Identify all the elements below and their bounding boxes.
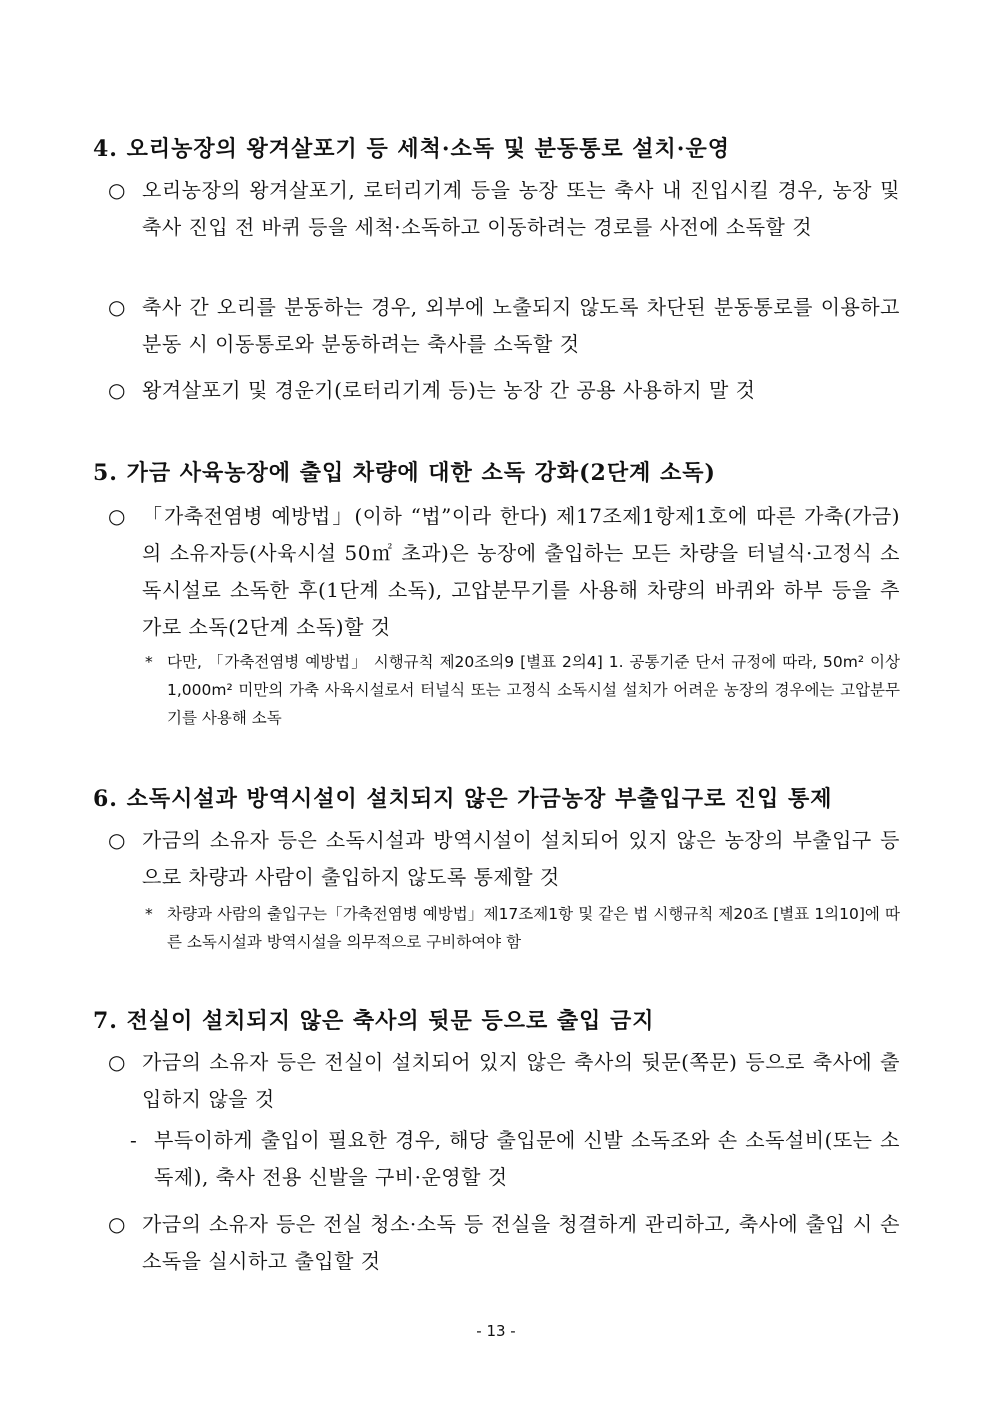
dash-bullet-icon: - — [130, 1128, 138, 1152]
circle-bullet-icon: ○ — [108, 504, 126, 528]
circle-bullet-icon: ○ — [108, 178, 126, 202]
item-text: 가금의 소유자 등은 전실이 설치되어 있지 않은 축사의 뒷문(쪽문) 등으로 축사에 출입하지 않을 것 — [142, 1050, 900, 1111]
list-item — [108, 289, 900, 363]
section-6-heading: 6. 소독시설과 방역시설이 설치되지 않은 가금농장 부출입구로 진입 통제 — [93, 786, 833, 812]
asterisk-bullet-icon: * — [145, 653, 153, 671]
sub-list-item — [130, 1122, 900, 1196]
circle-bullet-icon: ○ — [108, 378, 126, 402]
list-item — [108, 498, 900, 646]
circle-bullet-icon: ○ — [108, 828, 126, 852]
list-item — [108, 1044, 900, 1118]
circle-bullet-icon: ○ — [108, 295, 126, 319]
list-item — [108, 372, 900, 409]
footnote — [145, 648, 900, 732]
item-text: 왕겨살포기 및 경운기(로터리기계 등)는 농장 간 공용 사용하지 말 것 — [142, 378, 756, 402]
section-4-heading: 4. 오리농장의 왕겨살포기 등 세척·소독 및 분동통로 설치·운영 — [93, 136, 730, 162]
circle-bullet-icon: ○ — [108, 1212, 126, 1236]
list-item — [108, 822, 900, 896]
item-text: 축사 간 오리를 분동하는 경우, 외부에 노출되지 않도록 차단된 분동통로를 이용하고 분동 시 이동통로와 분동하려는 축사를 소독할 것 — [142, 295, 900, 356]
item-text: 오리농장의 왕겨살포기, 로터리기계 등을 농장 또는 축사 내 진입시킬 경우, 농장 및 축사 진입 전 바퀴 등을 세척·소독하고 이동하려는 경로를 사전에 소독할 것 — [142, 178, 900, 239]
item-text: 가금의 소유자 등은 소독시설과 방역시설이 설치되어 있지 않은 농장의 부출입구 등으로 차량과 사람이 출입하지 않도록 통제할 것 — [142, 828, 900, 889]
list-item — [108, 1206, 900, 1280]
footnote-text: 다만, 「가축전염병 예방법」 시행규칙 제20조의9 [별표 2의4] 1. 공통기준 단서 규정에 따라, 50m² 이상 1,000m² 미만의 가축 사육시설로서 터널식 또는 고정식 소독시설 설치가 어려운 농장의 경우에는 고압분무기를 사용해 소독 — [167, 653, 900, 727]
circle-bullet-icon: ○ — [108, 1050, 126, 1074]
section-5-heading: 5. 가금 사육농장에 출입 차량에 대한 소독 강화(2단계 소독) — [93, 460, 716, 486]
item-text: 부득이하게 출입이 필요한 경우, 해당 출입문에 신발 소독조와 손 소독설비(또는 소독제), 축사 전용 신발을 구비·운영할 것 — [154, 1128, 900, 1189]
asterisk-bullet-icon: * — [145, 905, 153, 923]
footnote — [145, 900, 900, 956]
footnote-text: 차량과 사람의 출입구는「가축전염병 예방법」제17조제1항 및 같은 법 시행규칙 제20조 [별표 1의10]에 따른 소독시설과 방역시설을 의무적으로 구비하여야 함 — [167, 905, 900, 951]
section-7-heading: 7. 전실이 설치되지 않은 축사의 뒷문 등으로 출입 금지 — [93, 1008, 655, 1034]
list-item — [108, 172, 900, 246]
item-text: 「가축전염병 예방법」(이하 “법”이라 한다) 제17조제1항제1호에 따른 가축(가금)의 소유자등(사육시설 50㎡ 초과)은 농장에 출입하는 모든 차량을 터널식·고정식 소독시설로 소독한 후(1단계 소독), 고압분무기를 사용해 차량의 바퀴와 하부 등을 추가로 소독(2단계 소독)할 것 — [142, 504, 900, 639]
page-number: - 13 - — [476, 1322, 516, 1340]
item-text: 가금의 소유자 등은 전실 청소·소독 등 전실을 청결하게 관리하고, 축사에 출입 시 손 소독을 실시하고 출입할 것 — [142, 1212, 900, 1273]
